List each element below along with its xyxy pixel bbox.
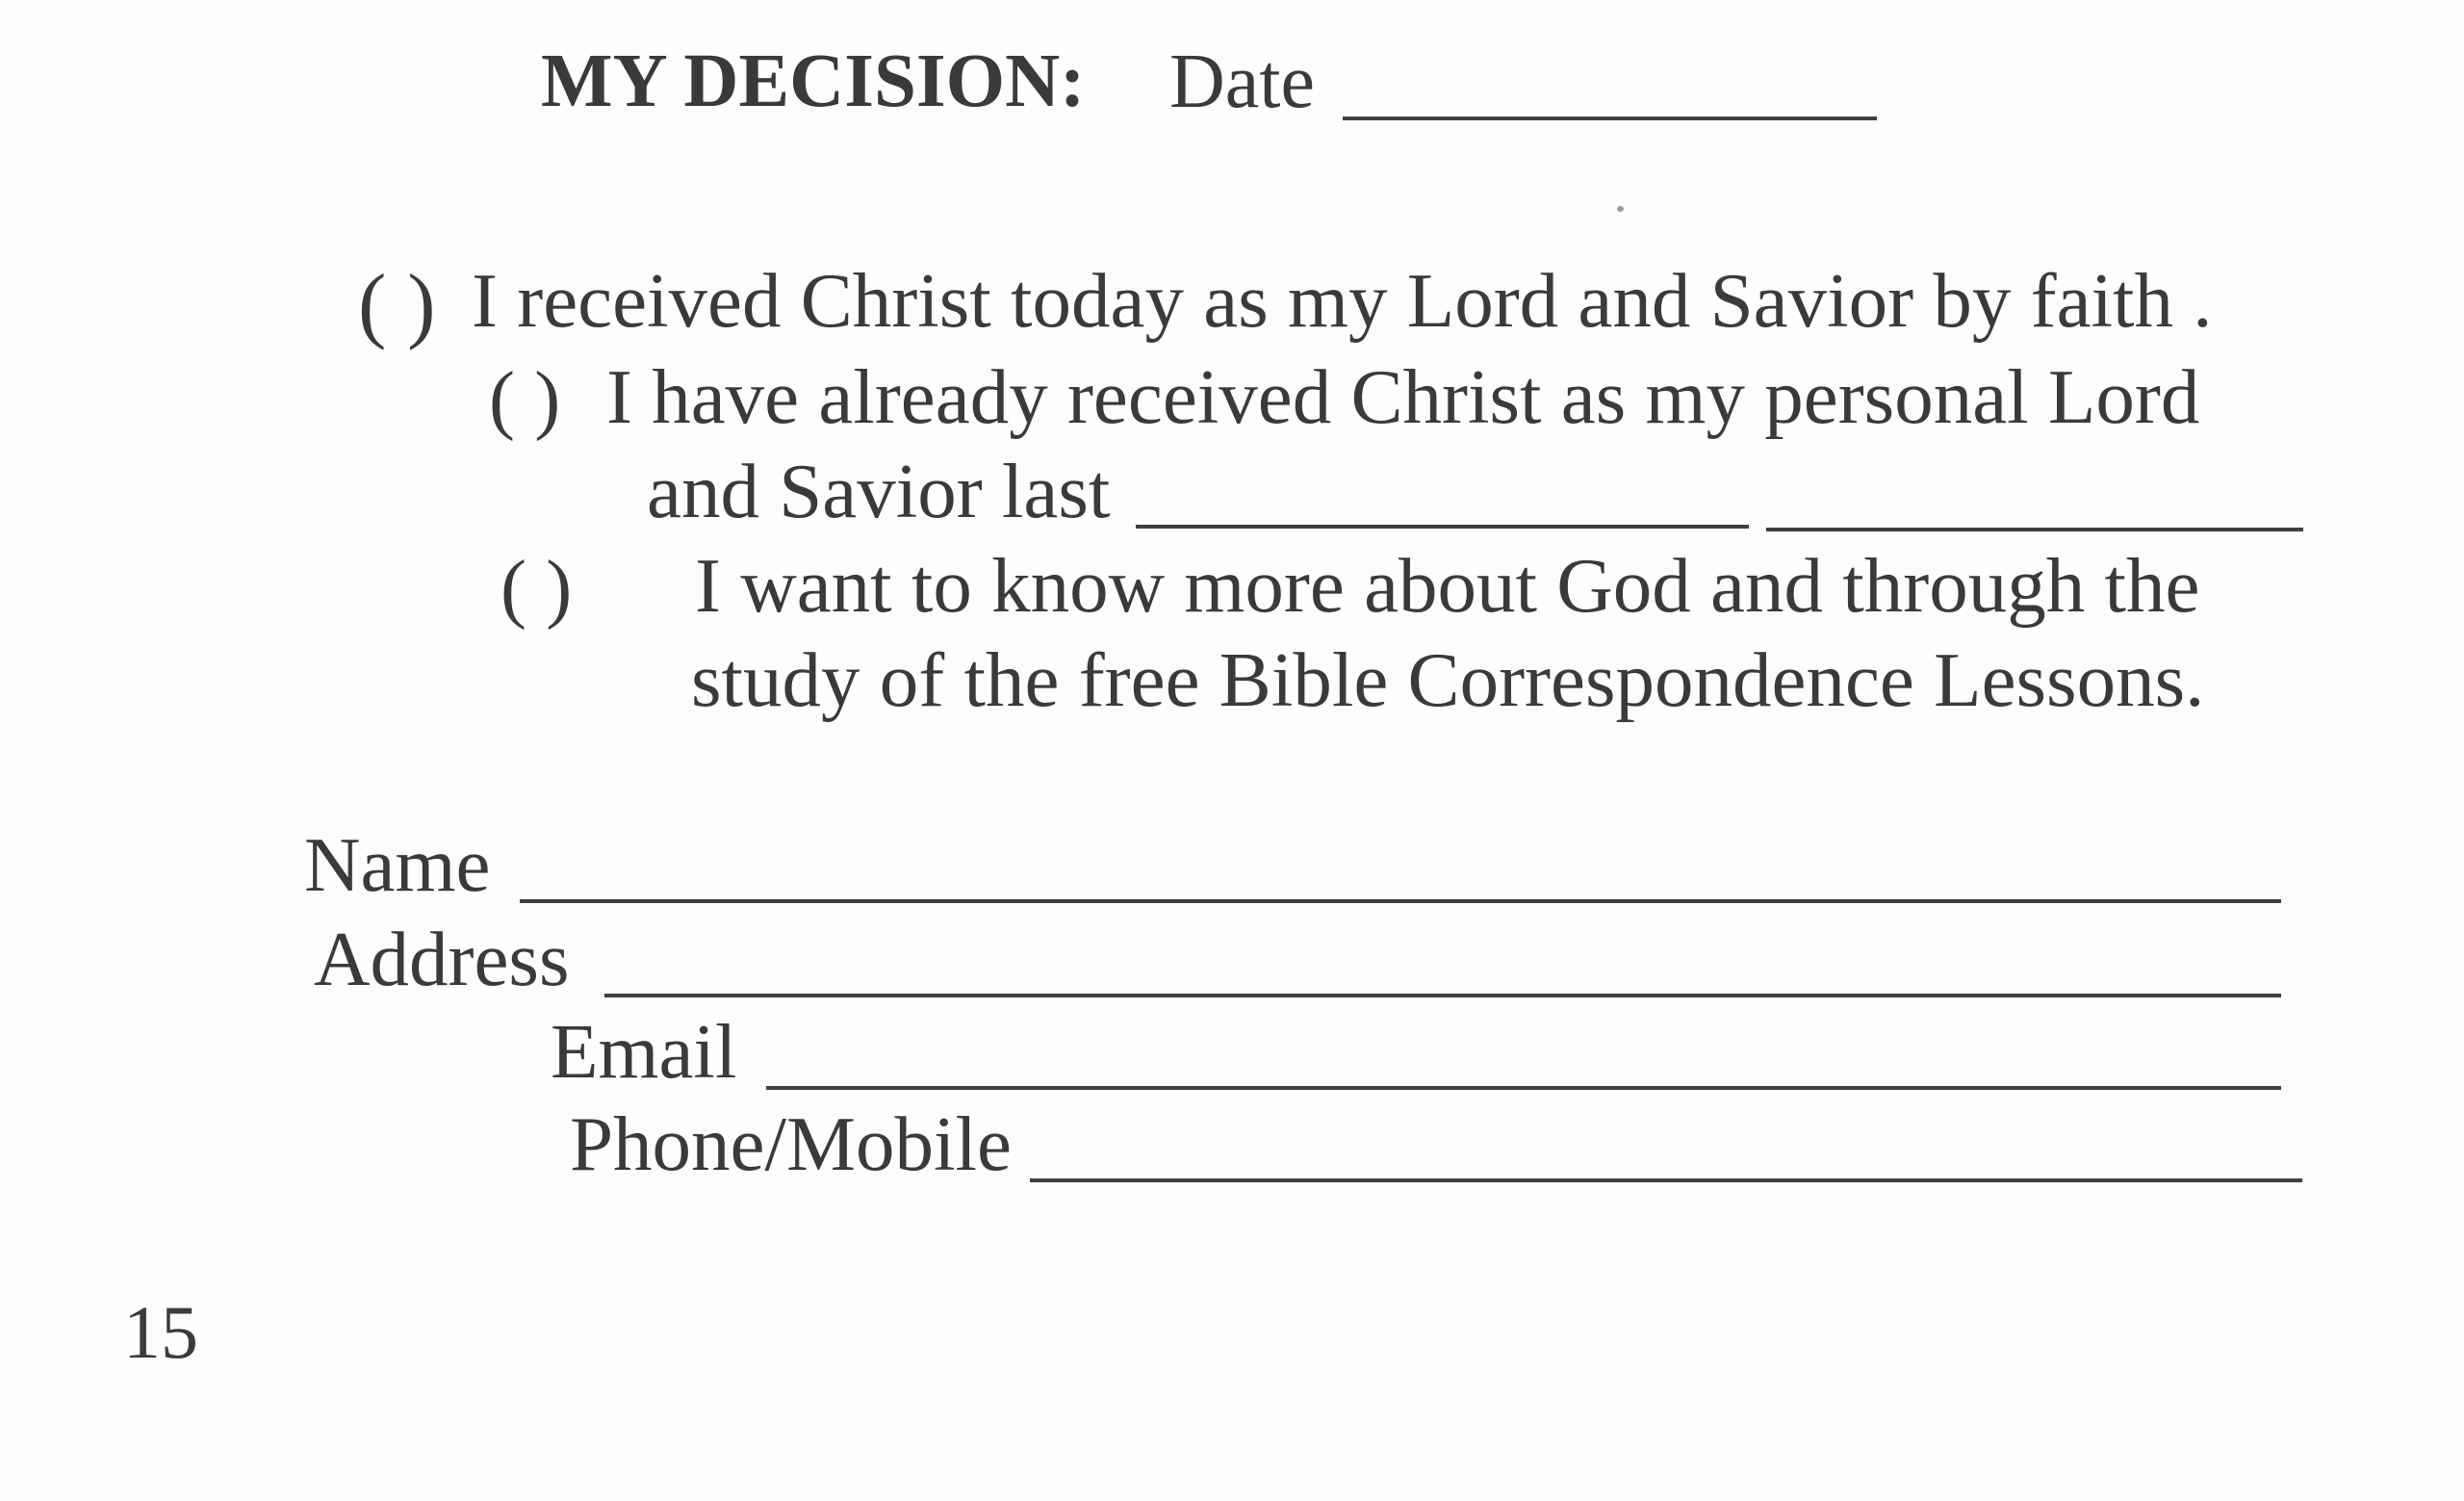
date-field-line[interactable] — [1343, 116, 1877, 120]
address-label: Address — [314, 916, 570, 1002]
last-period-field-line[interactable] — [1136, 525, 1749, 529]
name-field-line[interactable] — [520, 899, 2281, 903]
date-label: Date — [1169, 39, 1316, 124]
option-2-text-line2: and Savior last — [647, 448, 1111, 534]
scan-speck — [1617, 206, 1624, 212]
last-period-field-line-2[interactable] — [1766, 528, 2303, 531]
email-label: Email — [551, 1008, 737, 1095]
option-1-text: I received Christ today as my Lord and Savior by faith . — [472, 257, 2213, 344]
decision-heading: MY DECISION: — [541, 39, 1086, 123]
phone-label: Phone/Mobile — [570, 1100, 1012, 1187]
option-3-text-line1: I want to know more about God and through the — [695, 542, 2200, 629]
address-field-line[interactable] — [604, 994, 2281, 997]
email-field-line[interactable] — [766, 1086, 2281, 1090]
page-number: 15 — [123, 1290, 198, 1374]
option-2-text-line1: I have already received Christ as my personal Lord — [606, 353, 2200, 440]
name-label: Name — [304, 821, 491, 908]
option-2-checkbox[interactable]: ( ) — [489, 355, 561, 442]
option-3-text-line2: study of the free Bible Correspondence Lessons. — [691, 636, 2205, 723]
option-3-checkbox[interactable]: ( ) — [500, 544, 573, 631]
phone-field-line[interactable] — [1030, 1178, 2302, 1182]
option-1-checkbox[interactable]: ( ) — [358, 258, 436, 351]
